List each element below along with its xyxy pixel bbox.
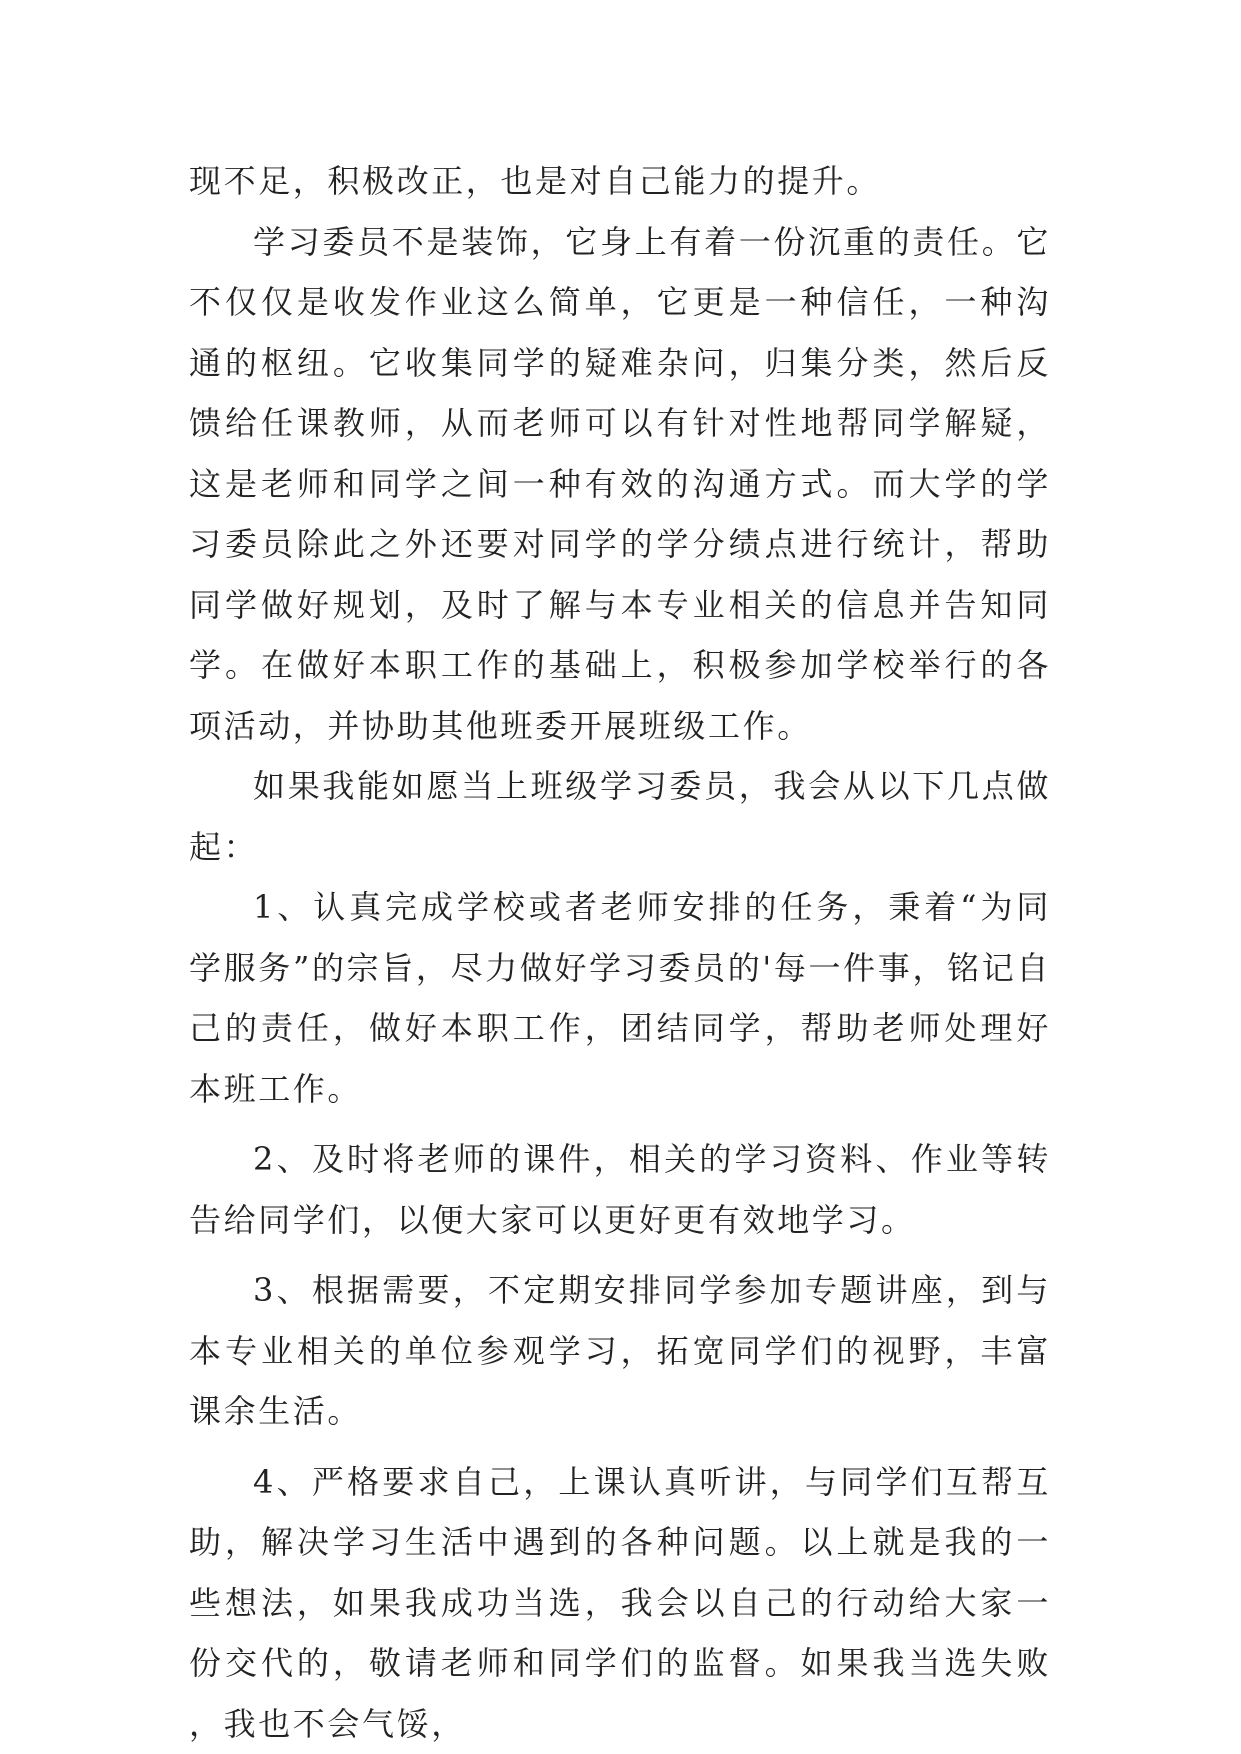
paragraph-point-3: 3、根据需要，不定期安排同学参加专题讲座，到与本专业相关的单位参观学习，拓宽同学们的视野，丰富课余生活。 (189, 1271, 1051, 1430)
paragraph-point-2: 2、及时将老师的课件，相关的学习资料、作业等转告给同学们，以便大家可以更好更有效地学习。 (189, 1140, 1051, 1239)
paragraph-intro-plan: 如果我能如愿当上班级学习委员，我会从以下几点做起： (189, 767, 1051, 866)
paragraph-point-4: 4、严格要求自己，上课认真听讲，与同学们互帮互助，解决学习生活中遇到的各种问题。以上就是我的一些想法，如果我成功当选，我会以自己的行动给大家一份交代的，敬请老师和同学们的监督。如果我当选失败，我也不会气馁， (189, 1462, 1051, 1743)
document-body (189, 151, 1051, 1754)
paragraph-point-1: 1、认真完成学校或者老师安排的任务，秉着“为同学服务”的宗旨，尽力做好学习委员的'每一件事，铭记自己的责任，做好本职工作，团结同学，帮助老师处理好本班工作。 (189, 888, 1051, 1108)
paragraph-continuation: 现不足，积极改正，也是对自己能力的提升。 (189, 162, 882, 200)
paragraph-role-description: 学习委员不是装饰，它身上有着一份沉重的责任。它不仅仅是收发作业这么简单，它更是一种信任，一种沟通的枢纽。它收集同学的疑难杂问，归集分类，然后反馈给任课教师，从而老师可以有针对性地帮同学解疑，这是老师和同学之间一种有效的沟通方式。而大学的学习委员除此之外还要对同学的学分绩点进行统计，帮助同学做好规划，及时了解与本专业相关的信息并告知同学。在做好本职工作的基础上，积极参加学校举行的各项活动，并协助其他班委开展班级工作。 (189, 222, 1051, 745)
